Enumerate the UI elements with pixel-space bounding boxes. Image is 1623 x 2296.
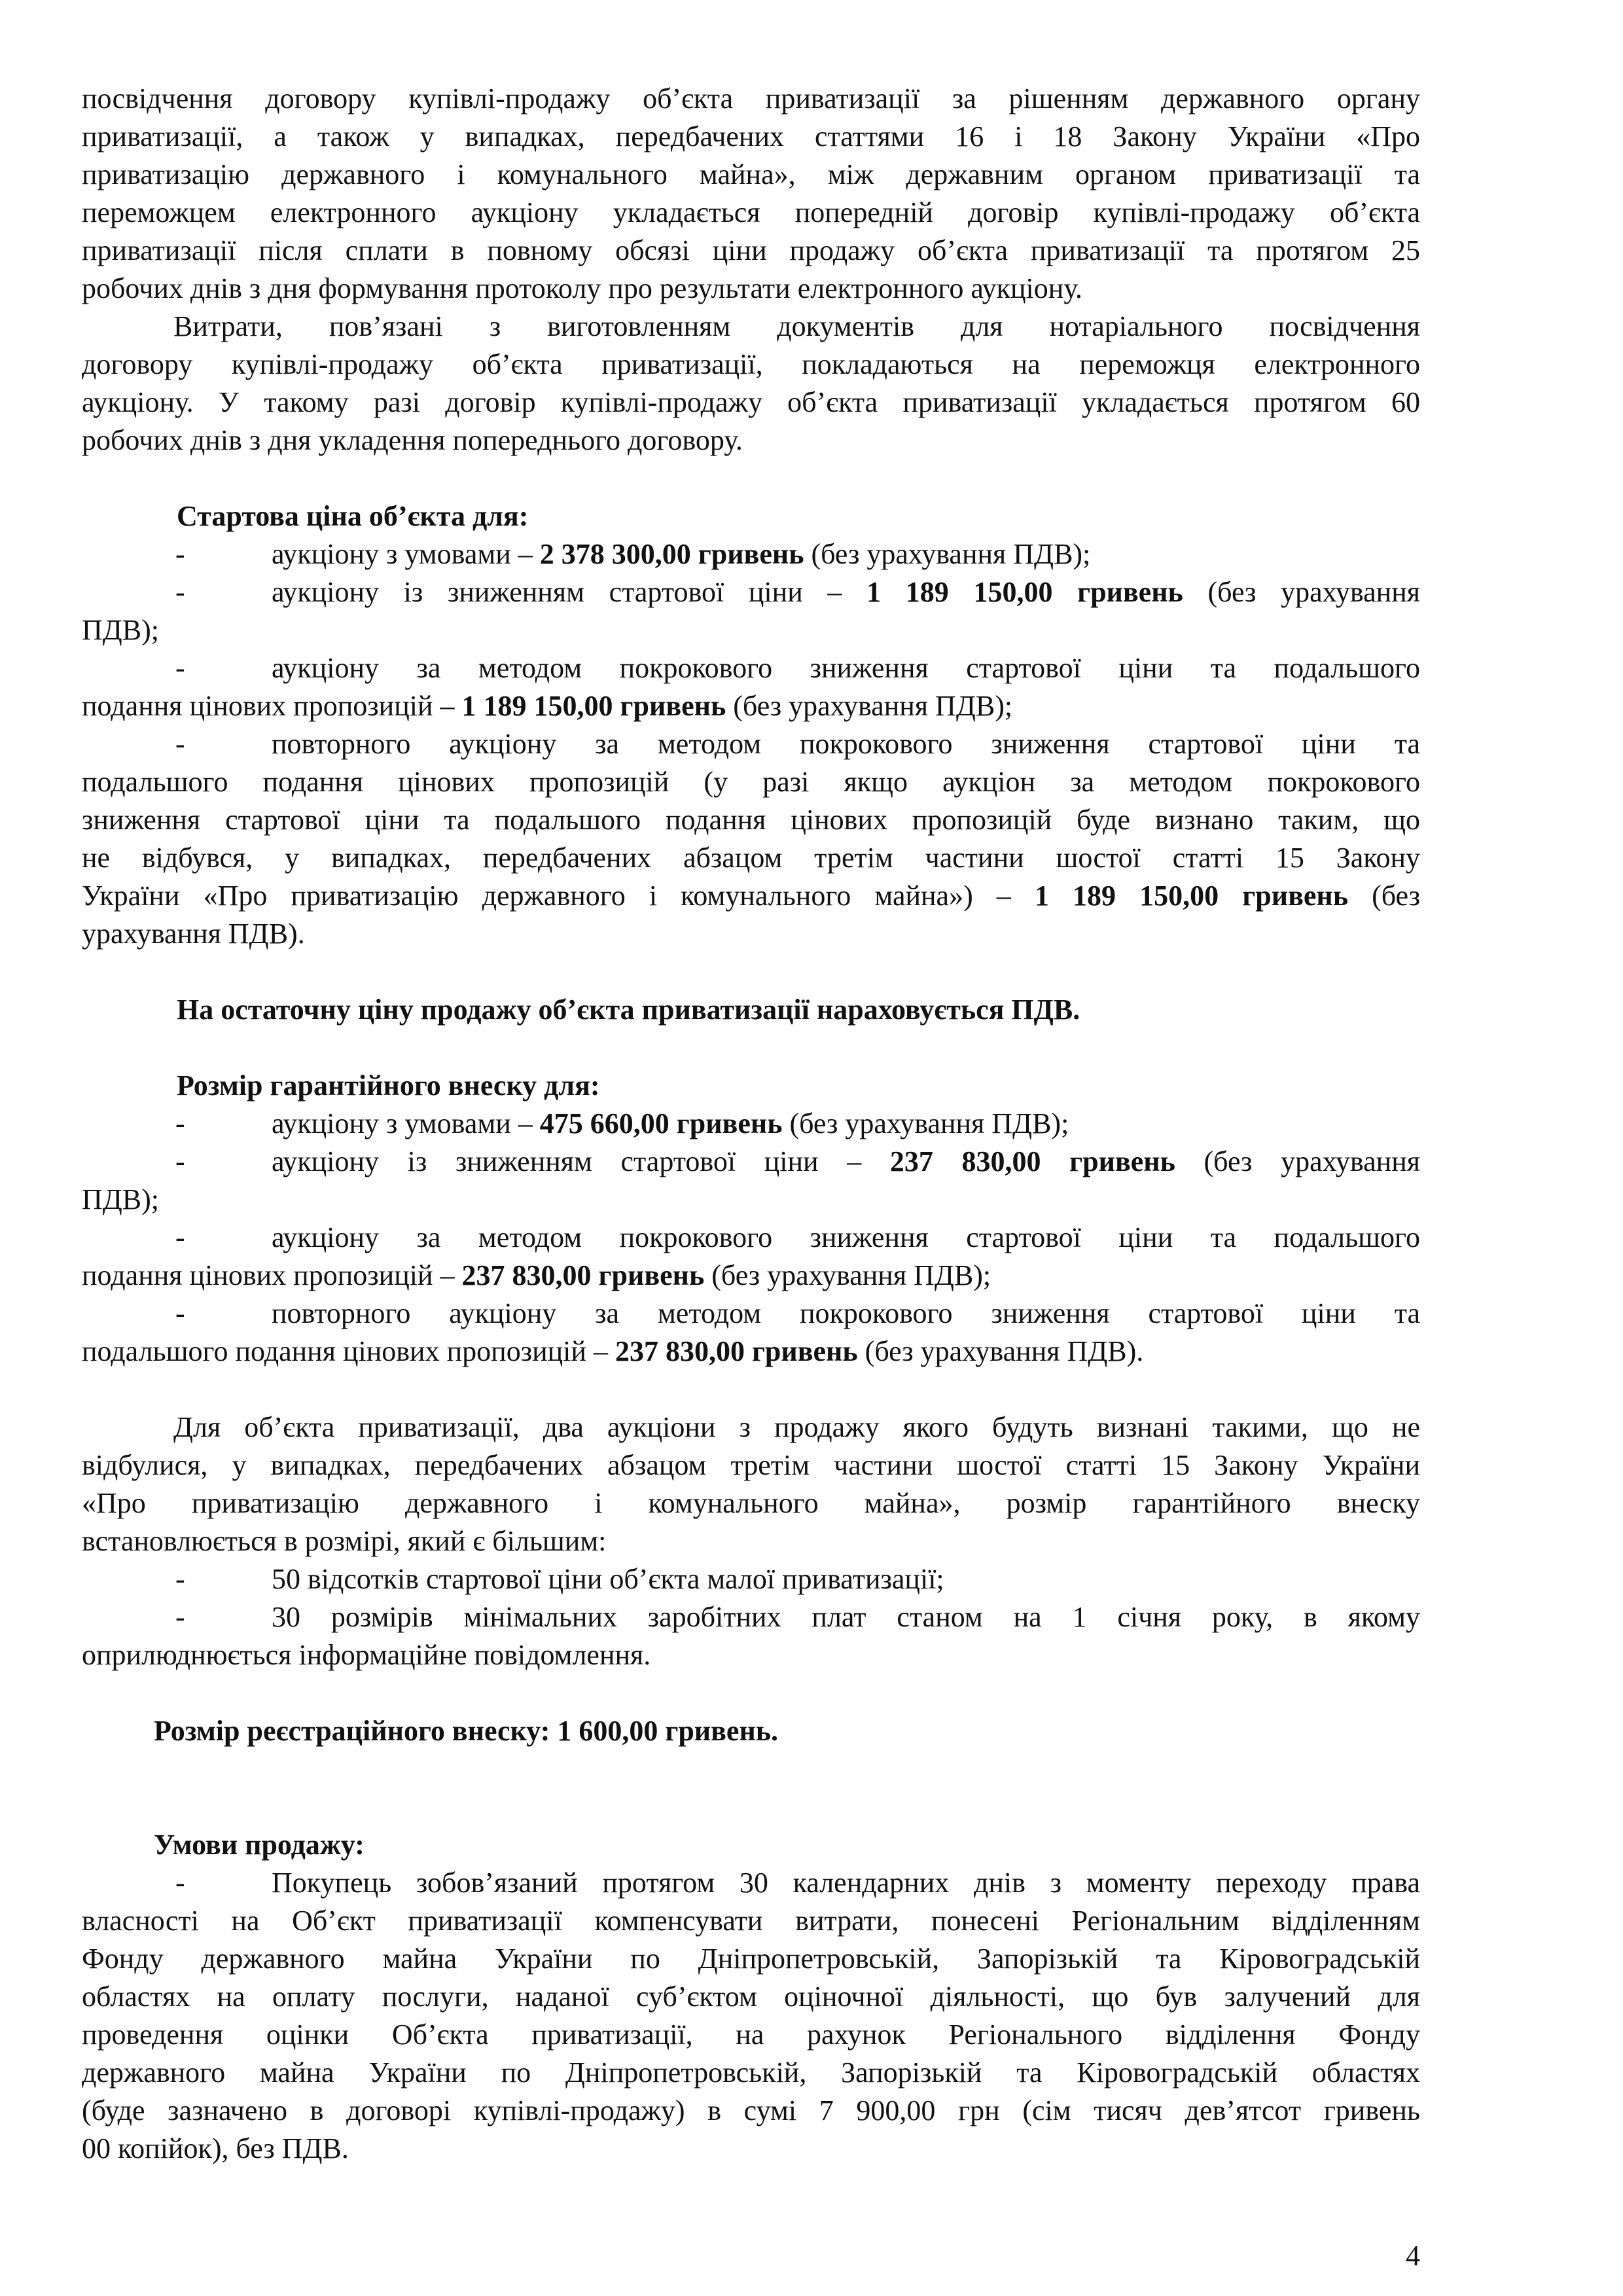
text-line: робочих днів з дня укладення попереднього договору. xyxy=(82,424,743,456)
start-price-heading: Стартова ціна об’єкта для: xyxy=(177,500,529,532)
text-line: подальшого подання цінових пропозицій (у разі якщо аукціон за методом покрокового xyxy=(82,766,1420,798)
text-line: Витрати, пов’язані з виготовленням документів для нотаріального посвідчення xyxy=(173,310,1420,342)
text-line: переможцем електронного аукціону укладається попередній договір купівлі-продажу об’єкта xyxy=(82,196,1420,228)
list-dash: - xyxy=(175,576,185,608)
text-line: приватизацію державного і комунального майна», між державним органом приватизації та xyxy=(82,158,1420,190)
text-line: не відбувся, у випадках, передбачених абзацом третім частини шостої статті 15 Закону xyxy=(82,842,1420,874)
list-dash: - xyxy=(175,1297,185,1329)
text-line: встановлюється в розмірі, який є більшим: xyxy=(82,1525,607,1557)
list-dash: - xyxy=(175,1145,185,1177)
list-item: повторного аукціону за методом покрокового зниження стартової ціни та xyxy=(272,1297,1420,1329)
text-line: Фонду державного майна України по Дніпропетровській, Запорізькій та Кіровоградській xyxy=(82,1943,1420,1975)
text-line: ПДВ); xyxy=(82,614,160,646)
list-dash: - xyxy=(175,1867,185,1899)
text-line: договору купівлі-продажу об’єкта приватизації, покладаються на переможця електронного xyxy=(82,348,1420,380)
vat-note: На остаточну ціну продажу об’єкта приватизації нараховується ПДВ. xyxy=(177,994,1080,1026)
text-line: 00 копійок), без ПДВ. xyxy=(82,2132,349,2164)
list-item: аукціону із зниженням стартової ціни – 1 189 150,00 гривень (без урахування xyxy=(272,576,1420,608)
text-line: проведення оцінки Об’єкта приватизації, на рахунок Регіонального відділення Фонду xyxy=(82,2018,1420,2051)
text-line: України «Про приватизацію державного і комунального майна») – 1 189 150,00 гривень (без xyxy=(82,880,1420,912)
text-line: подання цінових пропозицій – 1 189 150,00 гривень (без урахування ПДВ); xyxy=(82,690,1013,722)
registration-fee: Розмір реєстраційного внеску: 1 600,00 гривень. xyxy=(154,1715,779,1747)
page-number: 4 xyxy=(1406,2240,1420,2272)
list-item: аукціону з умовами – 2 378 300,00 гривень (без урахування ПДВ); xyxy=(272,538,1091,570)
text-line: аукціону. У такому разі договір купівлі-продажу об’єкта приватизації укладається протягом 60 xyxy=(82,386,1420,418)
list-item: аукціону з умовами – 475 660,00 гривень (без урахування ПДВ); xyxy=(272,1107,1069,1139)
list-item: аукціону із зниженням стартової ціни – 237 830,00 гривень (без урахування xyxy=(272,1145,1420,1177)
text-line: Для об’єкта приватизації, два аукціони з продажу якого будуть визнані такими, що не xyxy=(173,1411,1420,1443)
text-line: (буде зазначено в договорі купівлі-продажу) в сумі 7 900,00 грн (сім тисяч дев’ятсот гривень xyxy=(82,2094,1420,2126)
text-line: приватизації, а також у випадках, передбачених статтями 16 і 18 Закону України «Про xyxy=(82,120,1420,152)
list-item: аукціону за методом покрокового зниження стартової ціни та подальшого xyxy=(272,652,1420,684)
text-line: посвідчення договору купівлі-продажу об’єкта приватизації за рішенням державного органу xyxy=(82,82,1420,115)
list-dash: - xyxy=(175,1563,185,1595)
list-item: аукціону за методом покрокового зниження стартової ціни та подальшого xyxy=(272,1221,1420,1253)
guarantee-heading: Розмір гарантійного внеску для: xyxy=(177,1069,600,1102)
conditions-heading: Умови продажу: xyxy=(154,1829,365,1861)
list-dash: - xyxy=(175,538,185,570)
text-line: областях на оплату послуги, наданої суб’єктом оціночної діяльності, що був залучений для xyxy=(82,1981,1420,2013)
text-line: оприлюднюється інформаційне повідомлення. xyxy=(82,1639,651,1671)
text-line: урахування ПДВ). xyxy=(82,918,305,950)
list-dash: - xyxy=(175,1601,185,1633)
list-dash: - xyxy=(175,1107,185,1139)
text-line: робочих днів з дня формування протоколу про результати електронного аукціону. xyxy=(82,272,1082,304)
list-dash: - xyxy=(175,652,185,684)
text-line: власності на Об’єкт приватизації компенсувати витрати, понесені Регіональним відділенням xyxy=(82,1905,1420,1937)
text-line: зниження стартової ціни та подальшого подання цінових пропозицій буде визнано таким, що xyxy=(82,804,1420,836)
text-line: державного майна України по Дніпропетровській, Запорізькій та Кіровоградській областях xyxy=(82,2056,1420,2089)
list-dash: - xyxy=(175,728,185,760)
list-item: 50 відсотків стартової ціни об’єкта малої приватизації; xyxy=(272,1563,944,1595)
text-line: відбулися, у випадках, передбачених абзацом третім частини шостої статті 15 Закону України xyxy=(82,1449,1420,1481)
text-line: подальшого подання цінових пропозицій – 237 830,00 гривень (без урахування ПДВ). xyxy=(82,1335,1144,1367)
list-item: 30 розмірів мінімальних заробітних плат станом на 1 січня року, в якому xyxy=(272,1601,1420,1633)
text-line: «Про приватизацію державного і комунального майна», розмір гарантійного внеску xyxy=(82,1487,1420,1519)
text-line: подання цінових пропозицій – 237 830,00 гривень (без урахування ПДВ); xyxy=(82,1259,991,1291)
list-item: Покупець зобов’язаний протягом 30 календарних днів з моменту переходу права xyxy=(272,1867,1420,1899)
text-line: ПДВ); xyxy=(82,1183,160,1215)
list-dash: - xyxy=(175,1221,185,1253)
text-line: приватизації після сплати в повному обсязі ціни продажу об’єкта приватизації та протягом 25 xyxy=(82,234,1420,266)
list-item: повторного аукціону за методом покрокового зниження стартової ціни та xyxy=(272,728,1420,760)
